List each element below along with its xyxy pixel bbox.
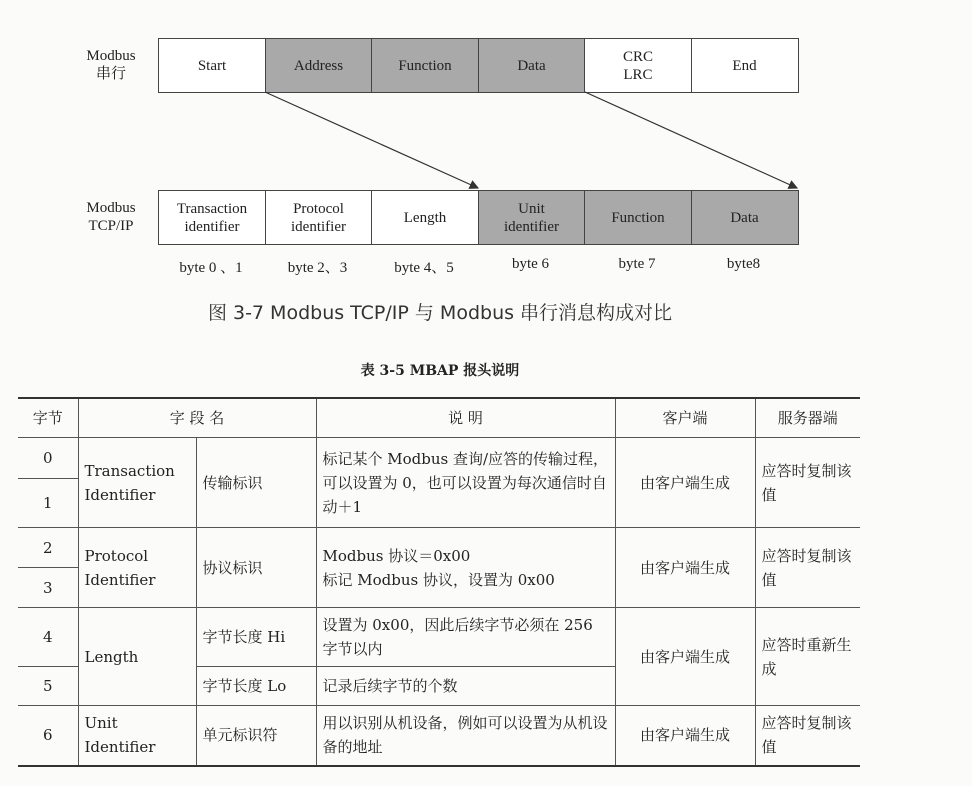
tcp-cell-text: Transaction <box>176 200 248 217</box>
field-en: Length <box>78 608 196 706</box>
desc-cell: 标记某个 Modbus 查询/应答的传输过程，可以设置为 0，也可以设置为每次通信时自动＋1 <box>316 438 615 528</box>
serial-cell-text: End <box>732 57 757 74</box>
server-cell: 应答时重新生成 <box>755 608 860 706</box>
tcp-label-line1: Modbus <box>86 200 136 216</box>
field-cn: 字节长度 Hi <box>196 608 316 667</box>
server-cell: 应答时复制该值 <box>755 528 860 608</box>
byte-label: byte8 <box>726 256 761 272</box>
header-client: 客户端 <box>615 398 755 438</box>
byte-label: byte 7 <box>618 256 656 272</box>
byte-label: byte 2、3 <box>287 260 348 276</box>
serial-label-line2: 串行 <box>95 66 126 82</box>
tcp-cell-text: Protocol <box>293 200 344 217</box>
arrow-data-to-data <box>585 92 797 188</box>
serial-cell-text: Address <box>293 57 344 74</box>
byte-cell: 5 <box>18 667 78 706</box>
field-cn: 字节长度 Lo <box>196 667 316 706</box>
tcp-cell-text: identifier <box>291 218 346 235</box>
byte-cell: 2 <box>18 528 78 568</box>
byte-cell: 0 <box>18 438 78 479</box>
mbap-table <box>18 397 860 767</box>
tcp-cell-text: identifier <box>504 218 559 235</box>
tcp-cell-text: Function <box>611 209 665 226</box>
byte-label: byte 4、5 <box>394 260 454 276</box>
tcp-cell-text: Data <box>730 209 759 226</box>
byte-label: byte 0 、1 <box>179 260 243 276</box>
field-cn: 单元标识符 <box>196 706 316 766</box>
client-cell: 由客户端生成 <box>615 438 755 528</box>
byte-cell: 4 <box>18 608 78 667</box>
tcp-label <box>72 199 150 235</box>
header-byte: 字节 <box>18 398 78 438</box>
byte-label: byte 6 <box>511 256 550 272</box>
field-en: Protocol Identifier <box>78 528 196 608</box>
serial-cell-text: Start <box>197 57 227 74</box>
tcp-cell-text: Length <box>403 209 447 226</box>
desc-cell: 用以识别从机设备，例如可以设置为从机设备的地址 <box>316 706 615 766</box>
desc-cell: 设置为 0x00，因此后续字节必须在 256 字节以内 <box>316 608 615 667</box>
arrow-address-to-unit <box>265 92 478 188</box>
field-en: Unit Identifier <box>78 706 196 766</box>
tcp-cell-text: identifier <box>184 218 240 235</box>
serial-cell-text: CRC <box>622 48 653 65</box>
desc-cell: Modbus 协议＝0x00 标记 Modbus 协议，设置为 0x00 <box>316 528 615 608</box>
figure-caption: 图 3-7 Modbus TCP/IP 与 Modbus 串行消息构成对比 <box>207 302 673 324</box>
serial-cell-text: Function <box>398 57 452 74</box>
table-header <box>18 398 860 438</box>
field-cn: 协议标识 <box>196 528 316 608</box>
table-row <box>18 706 860 766</box>
server-cell: 应答时复制该值 <box>755 706 860 766</box>
serial-cell-text: LRC <box>623 66 653 83</box>
header-server: 服务器端 <box>755 398 860 438</box>
field-cn: 传输标识 <box>196 438 316 528</box>
byte-cell: 3 <box>18 568 78 608</box>
tcp-cell-text: Unit <box>518 200 545 217</box>
serial-label-line1: Modbus <box>86 48 136 64</box>
client-cell: 由客户端生成 <box>615 706 755 766</box>
desc-cell: 记录后续字节的个数 <box>316 667 615 706</box>
byte-cell: 1 <box>18 479 78 528</box>
table-title: 表 3-5 MBAP 报头说明 <box>360 363 520 379</box>
field-en: Transaction Identifier <box>78 438 196 528</box>
client-cell: 由客户端生成 <box>615 528 755 608</box>
mapping-arrows <box>0 0 972 200</box>
table-row <box>18 438 860 479</box>
tcp-label-line2: TCP/IP <box>88 218 134 234</box>
server-cell: 应答时复制该值 <box>755 438 860 528</box>
table-row <box>18 528 860 568</box>
client-cell: 由客户端生成 <box>615 608 755 706</box>
header-desc: 说 明 <box>316 398 615 438</box>
serial-cell-text: Data <box>517 57 546 74</box>
header-field: 字 段 名 <box>78 398 316 438</box>
byte-cell: 6 <box>18 706 78 766</box>
table-row <box>18 608 860 667</box>
